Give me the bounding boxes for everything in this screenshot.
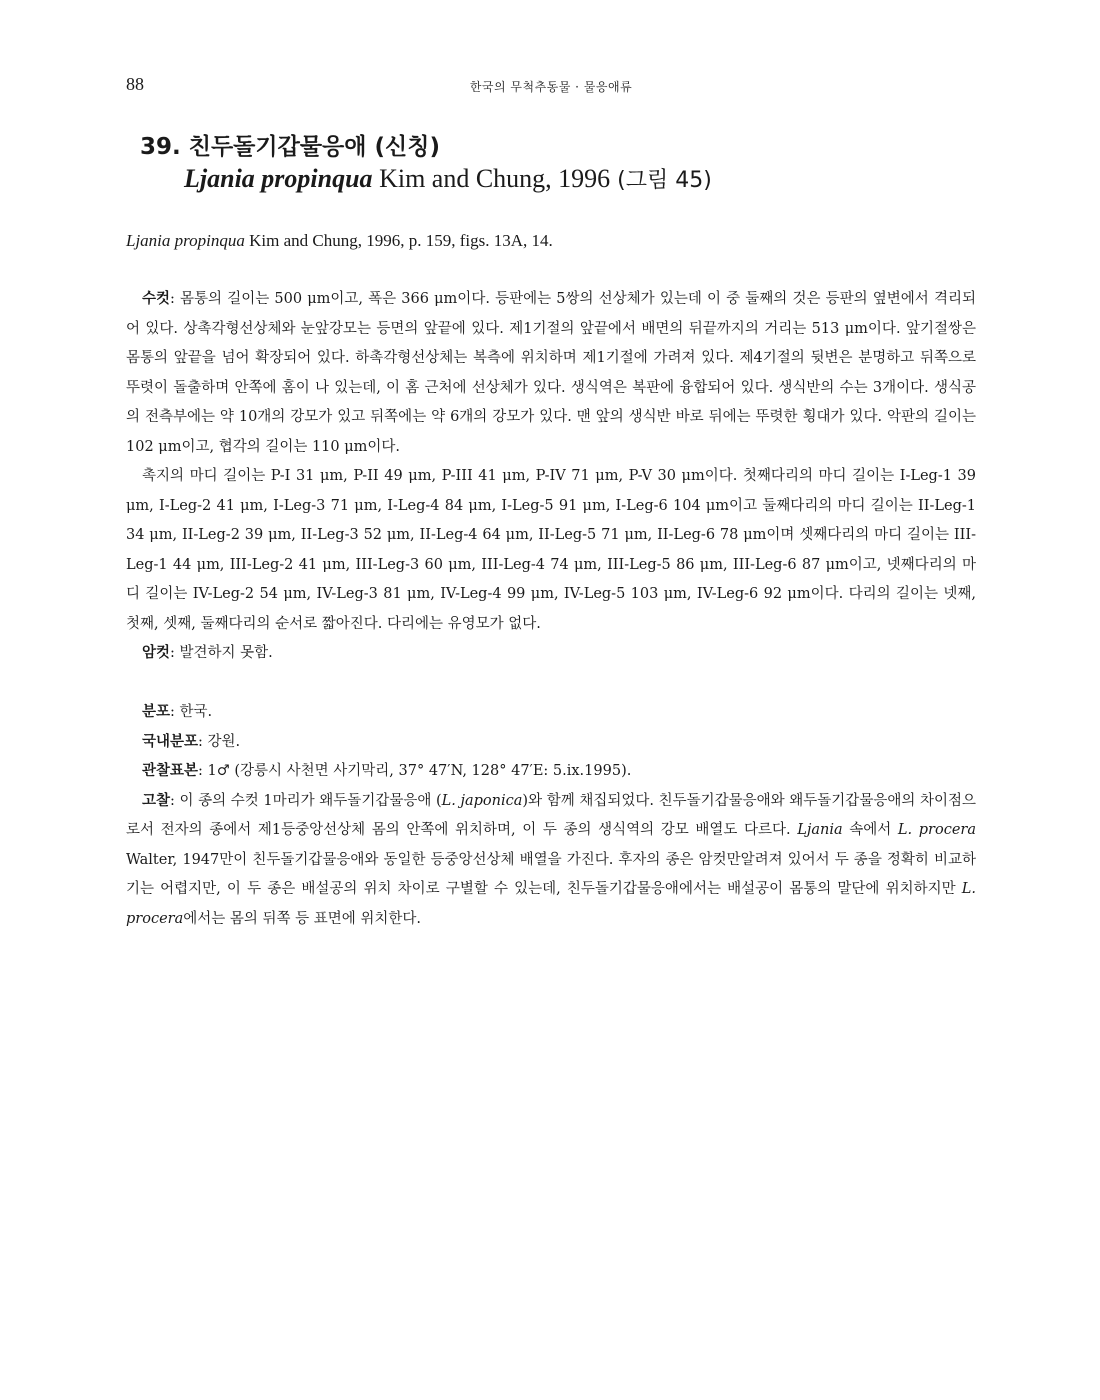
latin-name: Ljania propinqua	[184, 164, 373, 193]
remarks-italic-1: L. japonica	[441, 792, 523, 809]
remarks-text-3: 속에서	[842, 822, 898, 838]
authority: Kim and Chung, 1996	[372, 164, 611, 193]
remarks-italic-3: L. procera	[897, 822, 976, 838]
remarks-text-4: Walter, 1947만이 친두돌기갑물응애와 동일한 등중앙선상체 배열을 가진다. 후자의 종은 암컷만알려져 있어서 두 종을 정확히 비교하기는 어렵지만, 이 두 종은 배설공의 위치 차이로 구별할 수 있는데, 친두돌기갑물응애에서는 배설공이 몸통의 말단에 위치하지만	[126, 851, 976, 897]
remarks-italic-2: Ljania	[797, 822, 843, 838]
remarks-text-2: )와 함께 채집되었다. 친두돌기갑물응애와 왜두돌기갑물응애의 차이점으로서 전자의 종에서 제1등중앙선상체 몸의 안쪽에 위치하며, 이 두 종의 생식역의 강모 배열도 다르다.	[126, 792, 976, 838]
female-description	[126, 639, 976, 669]
male-text: : 몸통의 길이는 500 μm이고, 폭은 366 μm이다. 등판에는 5쌍의 선상체가 있는데 이 중 둘째의 것은 등판의 옆변에서 격리되어 있다. 상촉각형선상체와 눈앞강모는 등면의 앞끝에 있다. 제1기절의 앞끝에서 배면의 뒤끝까지의 거리는 513 μm이다. 앞기절쌍은 몸통의 앞끝을 넘어 확장되어 있다. 하촉각형선상체는 복측에 위치하며 제1기절에 가려져 있다. 제4기절의 뒷변은 분명하고 뒤쪽으로 뚜렷이 돌출하며 안쪽에 홈이 나 있는데, 이 홈 근처에 선상체가 있다. 생식역은 복판에 융합되어 있다. 생식반의 수는 3개이다. 생식공의 전측부에는 약 10개의 강모가 있고 뒤쪽에는 약 6개의 강모가 있다. 맨 앞의 생식반 바로 뒤에는 뚜렷한 횡대가 있다. 악판의 길이는 102 μm이고, 협각의 길이는 110 μm이다.	[126, 291, 976, 455]
leg-measurements: 촉지의 마디 길이는 P-I 31 μm, P-II 49 μm, P-III 41 μm, P-IV 71 μm, P-V 30 μm이다. 첫째다리의 마디 길이는 I-Leg-1 39 μm, I-Leg-2 41 μm, I-Leg-3 71 μm, I-Leg-4 84 μm, I-Leg-5 91 μm, I-Leg-6 104 μm이고 둘째다리의 마디 길이는 II-Leg-1 34 μm, II-Leg-2 39 μm, II-Leg-3 52 μm, II-Leg-4 64 μm, II-Leg-5 71 μm, II-Leg-6 78 μm이며 셋째다리의 마디 길이는 III-Leg-1 44 μm, III-Leg-2 41 μm, III-Leg-3 60 μm, III-Leg-4 74 μm, III-Leg-5 86 μm, III-Leg-6 87 μm이고, 넷째다리의 마디 길이는 IV-Leg-2 54 μm, IV-Leg-3 81 μm, IV-Leg-4 99 μm, IV-Leg-5 103 μm, IV-Leg-6 92 μm이다. 다리의 길이는 넷째, 첫째, 셋째, 둘째다리의 순서로 짧아진다. 다리에는 유영모가 없다.	[126, 468, 976, 632]
distribution	[126, 698, 976, 728]
section-spacer	[126, 669, 976, 699]
remarks-text-5: 에서는 몸의 뒤쪽 등 표면에 위치한다.	[183, 910, 421, 927]
species-scientific-name	[184, 162, 960, 198]
specimens-examined	[126, 757, 976, 787]
remarks-label: 고찰	[142, 792, 171, 809]
remarks	[126, 787, 976, 935]
species-title	[140, 132, 960, 198]
male-description	[126, 285, 976, 462]
domestic-text: : 강원.	[198, 733, 241, 750]
figure-reference: (그림 45)	[610, 168, 712, 193]
description-body	[126, 285, 976, 934]
page-number: 88	[126, 74, 144, 94]
specimens-label: 관찰표본	[142, 763, 199, 779]
female-label: 암컷	[142, 645, 171, 661]
male-label: 수컷	[142, 291, 171, 307]
remarks-italic-4: L. procera	[126, 881, 976, 927]
remarks-text-1: : 이 종의 수컷 1마리가 왜두돌기갑물응애 (	[170, 792, 442, 809]
domestic-distribution	[126, 728, 976, 758]
running-head: 한국의 무척추동물 · 물응애류	[469, 80, 633, 94]
distribution-text: : 한국.	[170, 704, 213, 720]
domestic-label: 국내분포	[142, 733, 199, 750]
female-text: : 발견하지 못함.	[170, 645, 273, 661]
page-header	[126, 74, 976, 98]
specimens-text: : 1♂ (강릉시 사천면 사기막리, 37° 47′N, 128° 47′E: 5.ix.1995).	[198, 763, 632, 779]
citation-text: Kim and Chung, 1996, p. 159, figs. 13A, 14.	[244, 231, 553, 250]
species-korean-name: 39. 친두돌기갑물응애 (신칭)	[140, 134, 440, 160]
citation-latin-name: Ljania propinqua	[126, 231, 245, 250]
distribution-label: 분포	[142, 704, 171, 720]
synonymy-citation	[126, 228, 976, 254]
